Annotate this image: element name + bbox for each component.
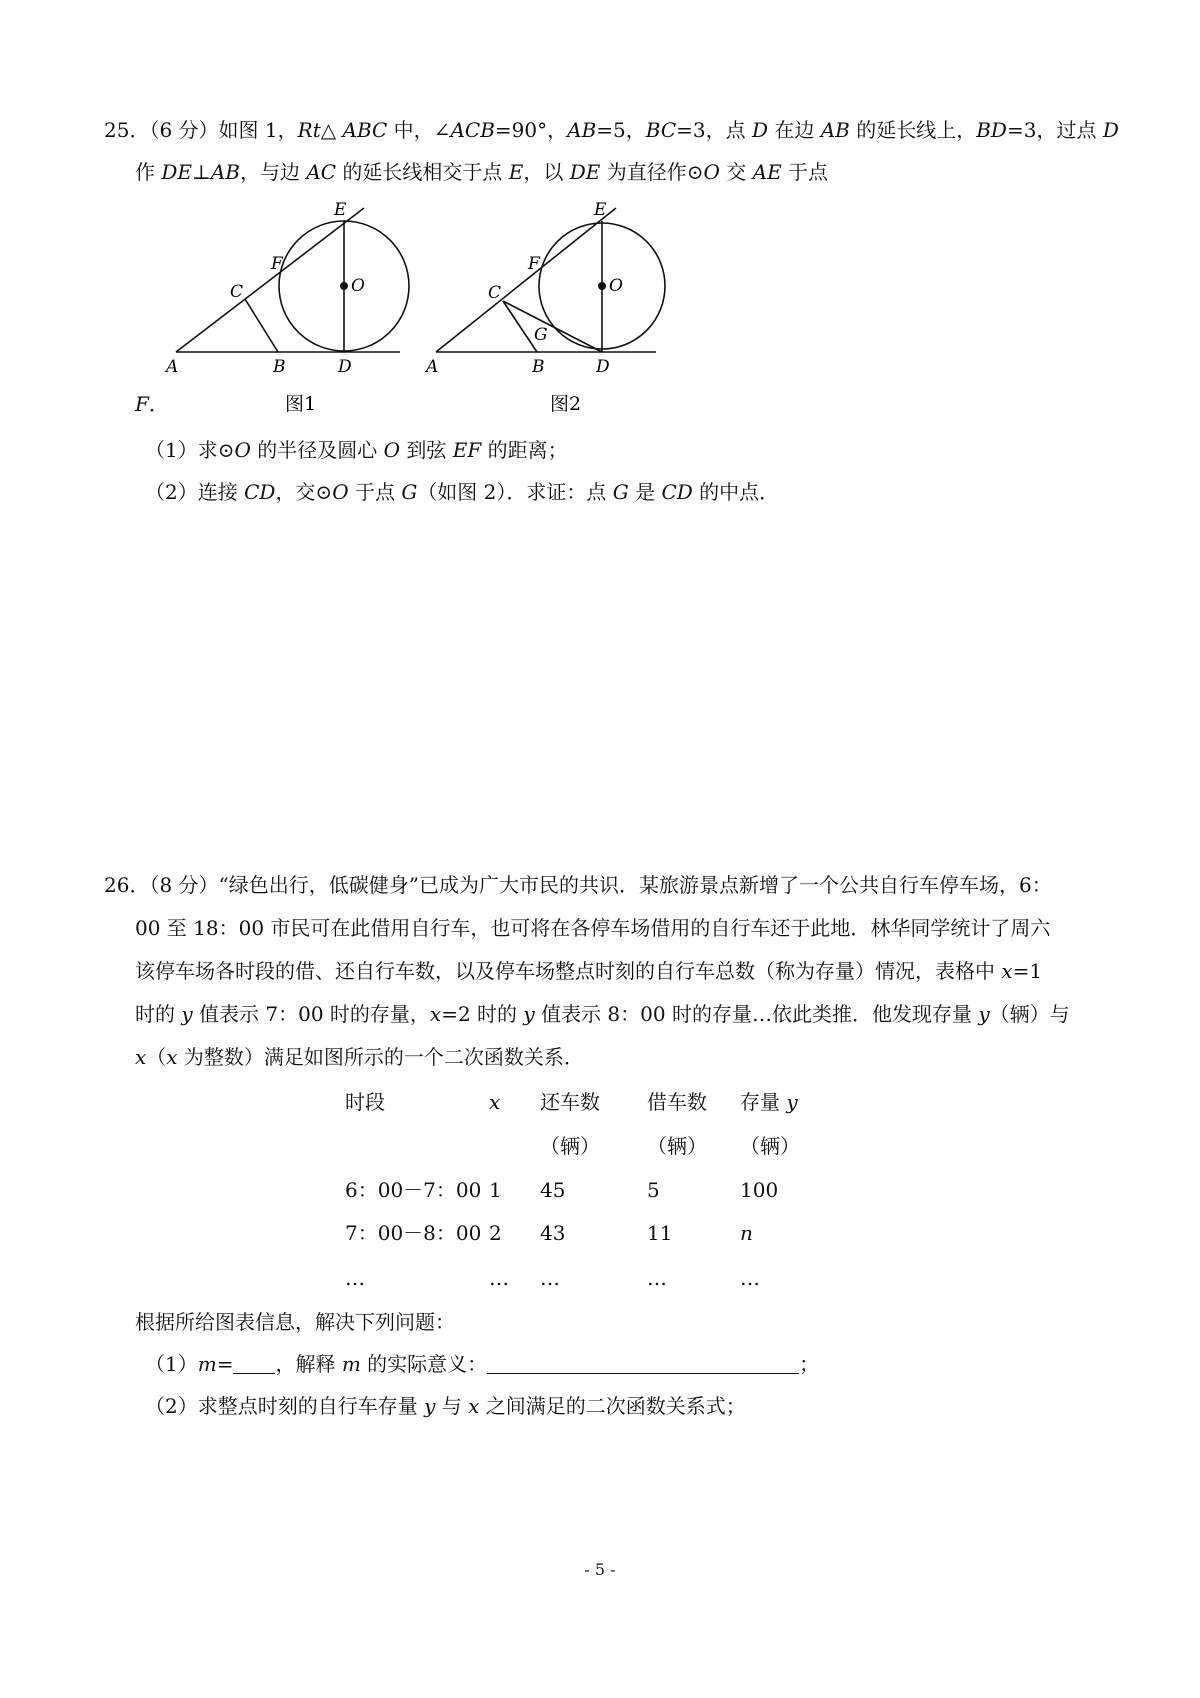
figure-2 — [420, 195, 670, 420]
q26-line-1: 26．（8 分）“绿色出行，低碳健身”已成为广大市民的共识．某旅游景点新增了一个公共自行车停车场，6： — [104, 873, 1052, 897]
fig2-label-c: C — [488, 283, 502, 303]
table-cell: 43 — [540, 1221, 566, 1245]
table-header-period: 时段 — [345, 1090, 385, 1114]
table-cell: 1 — [489, 1178, 502, 1202]
fig2-label-e: E — [594, 200, 607, 220]
fig1-label-f: F — [271, 254, 283, 274]
table-cell: … — [345, 1266, 365, 1290]
table-header-x: x — [489, 1090, 501, 1114]
q25-sub-1: （1）求⊙O 的半径及圆心 O 到弦 EF 的距离； — [145, 438, 568, 462]
fig2-line-cb — [503, 301, 537, 352]
table-cell: 100 — [740, 1178, 779, 1202]
fig1-label-b: B — [273, 357, 286, 377]
fig2-line-cd — [503, 301, 602, 352]
table-cell: 5 — [647, 1178, 660, 1202]
fig2-label-d: D — [596, 357, 610, 377]
table-unit-stock: （辆） — [740, 1134, 800, 1158]
fig1-caption: 图1 — [285, 393, 317, 415]
fig1-line-ae — [176, 208, 364, 352]
q26-line-4: 时的 y 值表示 7：00 时的存量，x=2 时的 y 值表示 8：00 时的存量…依此类推．他发现存量 y（辆）与 — [135, 1002, 1070, 1026]
table-cell: n — [740, 1221, 753, 1245]
table-unit-returned: （辆） — [540, 1134, 600, 1158]
table-cell: … — [540, 1266, 560, 1290]
q25-sub-2: （2）连接 CD，交⊙O 于点 G（如图 2）．求证：点 G 是 CD 的中点． — [145, 480, 780, 504]
table-cell: 6：00－7：00 — [345, 1178, 482, 1202]
fig1-label-d: D — [338, 357, 352, 377]
fig2-label-o: O — [609, 276, 623, 296]
fig1-center-dot — [340, 282, 348, 290]
q26-line-2: 00 至 18：00 市民可在此借用自行车，也可将在各停车场借用的自行车还于此地．林华同学统计了周六 — [135, 916, 1051, 940]
fig1-line-cb — [245, 299, 278, 352]
q26-line-5: x（x 为整数）满足如图所示的一个二次函数关系． — [135, 1045, 584, 1069]
table-unit-borrowed: （辆） — [647, 1134, 707, 1158]
table-cell: 11 — [647, 1221, 673, 1245]
fig1-label-o: O — [351, 276, 365, 296]
q26-prompt: 根据所给图表信息，解决下列问题： — [135, 1310, 455, 1334]
fig1-label-c: C — [230, 282, 244, 302]
table-header-borrowed: 借车数 — [647, 1090, 707, 1114]
answer-blank-m[interactable] — [233, 1353, 275, 1374]
fig2-line-ae — [436, 208, 616, 352]
page-number: - 5 - — [584, 1560, 616, 1579]
q26-sub-2: （2）求整点时刻的自行车存量 y 与 x 之间满足的二次函数关系式； — [145, 1394, 746, 1418]
q26-sub-1: （1）m= ，解释 m 的实际意义： ； — [145, 1352, 820, 1376]
fig2-label-a: A — [426, 357, 439, 377]
fig2-label-b: B — [532, 357, 545, 377]
table-cell: 2 — [489, 1221, 502, 1245]
fig1-label-a: A — [166, 357, 179, 377]
figure-1 — [160, 195, 420, 420]
q25-line-2: 作 DE⊥AB，与边 AC 的延长线相交于点 E，以 DE 为直径作⊙O 交 AE 于点 — [135, 160, 829, 184]
q25-line-1: 25．（6 分）如图 1，Rt△ ABC 中，∠ACB=90°，AB=5，BC=3，点 D 在边 AB 的延长线上，BD=3，过点 D — [104, 118, 1119, 142]
table-cell: … — [740, 1266, 760, 1290]
fig2-label-f: F — [528, 254, 540, 274]
fig2-caption: 图2 — [550, 393, 582, 415]
answer-blank-meaning[interactable] — [487, 1353, 799, 1374]
fig2-center-dot — [598, 282, 606, 290]
table-cell: 7：00－8：00 — [345, 1221, 482, 1245]
table-cell: 45 — [540, 1178, 566, 1202]
fig1-label-e: E — [334, 200, 347, 220]
table-header-returned: 还车数 — [540, 1090, 600, 1114]
table-cell: … — [647, 1266, 667, 1290]
q26-line-3: 该停车场各时段的借、还自行车数，以及停车场整点时刻的自行车总数（称为存量）情况，表格中 x=1 — [135, 959, 1043, 983]
table-cell: … — [489, 1266, 509, 1290]
q25-line-3: F． — [135, 392, 169, 416]
table-header-stock: 存量 y — [740, 1090, 798, 1114]
fig2-label-g: G — [534, 325, 548, 345]
